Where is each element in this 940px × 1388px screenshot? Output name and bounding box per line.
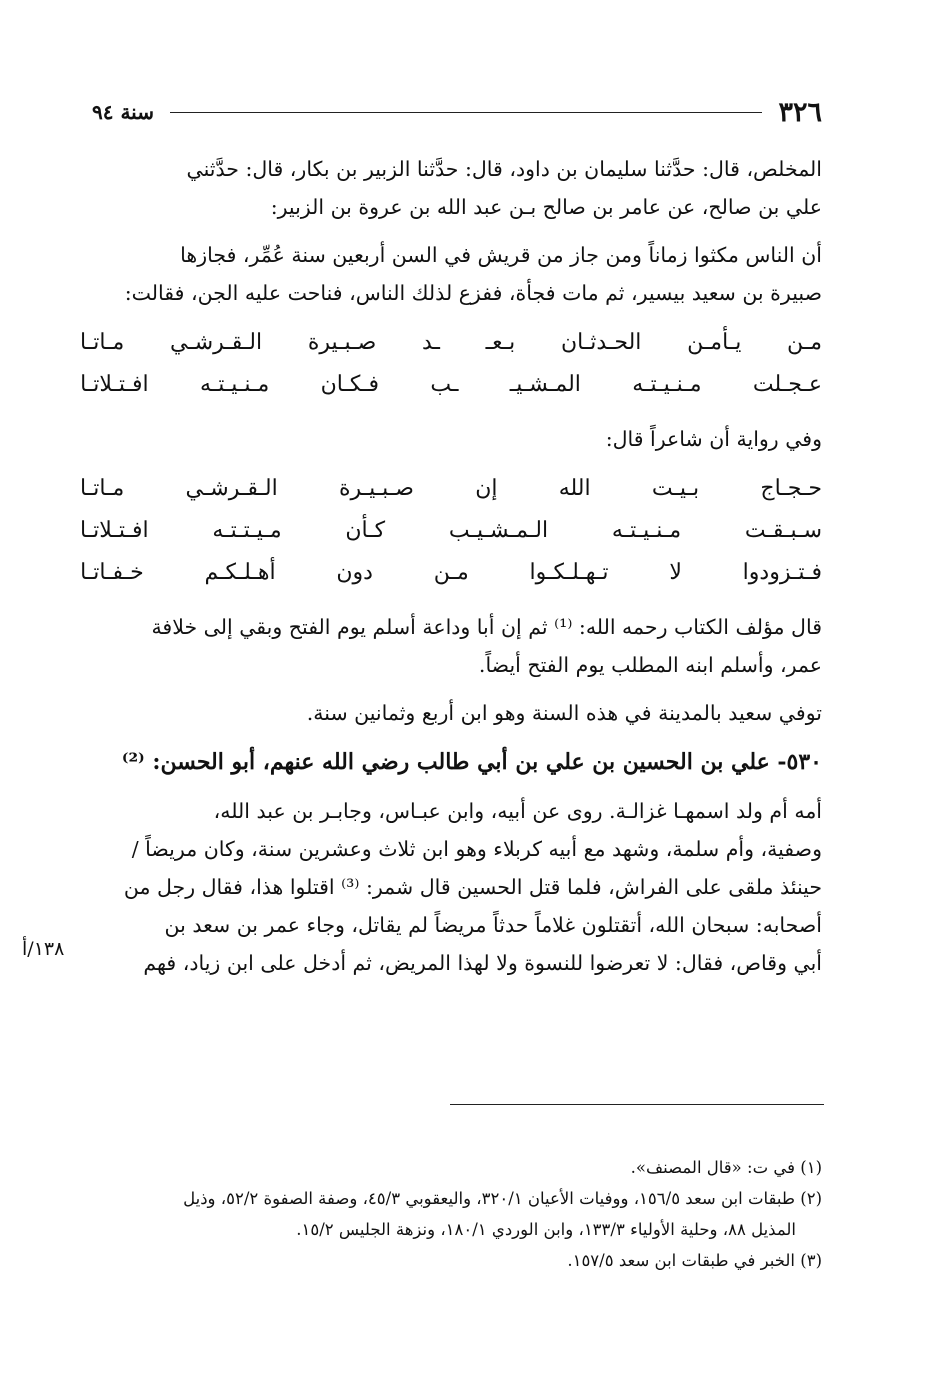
verse-word: مـاتـا (80, 330, 125, 355)
footnote-1: (١) في ت: «قال المصنف». (630, 1158, 822, 1177)
text-line: علي بن صالح، عن عامر بن صالح بـن عبد الله بن عروة بن الزبير: (270, 195, 822, 219)
poem-first (80, 322, 822, 406)
footnote-3: (٣) الخبر في طبقات ابن سعد ١٥٧/٥. (567, 1251, 822, 1270)
text-line: وصفية، وأم سلمة، وشهد مع أبيه كربلاء وهو ابن ثلاث وعشرين سنة، وكان مريضاً / (131, 837, 822, 861)
verse-word: فـكـان (320, 372, 380, 397)
verse-word: صـبـيرة (307, 330, 377, 355)
verse-word: لا (669, 560, 682, 585)
verse-word: بـيـت (651, 476, 700, 501)
text-line: وفي رواية أن شاعراً قال: (605, 427, 822, 451)
verse-word: أهـلـكـم (204, 560, 276, 585)
verse-word: ـد (422, 330, 440, 355)
verse-word: الحـدثـان (560, 330, 642, 355)
verse-word: الله (558, 476, 591, 501)
poem-second (80, 468, 822, 594)
text-line: أن الناس مكثوا زماناً ومن جاز من قريش في السن أربعين سنة عُمِّر، فجازها (180, 243, 822, 267)
verse-word: مـنـيـتـه (632, 372, 702, 397)
story-paragraph (80, 236, 822, 312)
text-line: صبيرة بن سعيد بيسير، ثم مات فجأة، ففزع لذلك الناس، فناحت عليه الجن، فقالت: (124, 281, 822, 305)
text-line: أمه أم ولد اسمهـا غزالـة. روى عن أبيه، وابن عبـاس، وجابـر بن عبد الله، (213, 799, 822, 823)
manuscript-folio-reference: ١٣٨/أ (22, 938, 65, 960)
entry-heading: ٥٣٠- علي بن الحسين بن علي بن أبي طالب رضي الله عنهم، أبو الحسن: ⁽²⁾ (121, 749, 822, 775)
isnad-paragraph (80, 150, 822, 226)
verse-word: الـقـرشـي (169, 330, 263, 355)
footnote-2-continuation: المذيل ٨٨، وحلية الأولياء ١٣٣/٣، وابن الوردي ١٨٠/١، ونزهة الجليس ١٥/٢. (296, 1220, 796, 1239)
entry-paragraph (80, 792, 822, 982)
text-line: حينئذ ملقى على الفراش، فلما قتل الحسين قال شمر: ⁽³⁾ اقتلوا هذا، فقال رجل من (123, 875, 822, 899)
author-note-paragraph (80, 608, 822, 684)
death-note-paragraph (80, 694, 822, 732)
verse-word: يـأمـن (687, 330, 742, 355)
verse-word: المـشـيـ (509, 372, 581, 397)
verse-word: افـتـلاتـا (80, 518, 149, 543)
verse-word: إن (475, 476, 498, 501)
page-header (92, 92, 822, 132)
verse-word: ـب (430, 372, 459, 397)
verse-word: عـجـلت (752, 372, 822, 397)
verse-word: افـتـلاتـا (80, 372, 149, 397)
header-rule (170, 112, 763, 113)
verse-word: مـن (433, 560, 469, 585)
verse-word: مـيـتـتـه (212, 518, 282, 543)
main-text (80, 150, 822, 992)
verse-word: حـجـاج (760, 476, 822, 501)
verse-line (80, 468, 822, 510)
verse-word: مـاتـا (80, 476, 125, 501)
page-number: ٣٢٦ (778, 96, 822, 128)
verse-word: مـنـيـتـه (611, 518, 682, 543)
verse-word: سـبـقـت (744, 518, 822, 543)
verse-word: كـأن (345, 518, 386, 543)
verse-word: تـهـلـكـوا (529, 560, 609, 585)
footnote-separator (450, 1104, 824, 1105)
verse-word: مـنـيـتـه (199, 372, 270, 397)
verse-word: صـبـيـرة (338, 476, 414, 501)
text-line: عمر، وأسلم ابنه المطلب يوم الفتح أيضاً. (478, 653, 822, 677)
verse-word: الـقـرشـي (185, 476, 278, 501)
verse-line (80, 364, 822, 406)
footnote-2: (٢) طبقات ابن سعد ١٥٦/٥، ووفيات الأعيان ٣٢٠/١، واليعقوبي ٤٥/٣، وصفة الصفوة ٥٢/٢، وذيل (183, 1189, 822, 1208)
verse-line (80, 322, 822, 364)
verse-word: مـن (787, 330, 822, 355)
text-line: توفي سعيد بالمدينة في هذه السنة وهو ابن أربع وثمانين سنة. (306, 701, 822, 725)
verse-line (80, 552, 822, 594)
riwaya-paragraph (80, 420, 822, 458)
verse-word: فـتـزودوا (742, 560, 822, 585)
text-line: قال مؤلف الكتاب رحمه الله: ⁽¹⁾ ثم إن أبا وداعة أسلم يوم الفتح وبقي إلى خلافة (151, 615, 822, 639)
verse-word: الـمـشـيـب (448, 518, 549, 543)
footnotes (80, 1152, 822, 1276)
verse-word: خـفـاتـا (80, 560, 144, 585)
verse-line (80, 510, 822, 552)
verse-word: دون (336, 560, 373, 585)
running-title: سنة ٩٤ (92, 100, 154, 124)
text-line: أبي وقاص، فقال: لا تعرضوا للنسوة ولا لهذا المريض، ثم أدخل على ابن زياد، فهم (143, 951, 822, 975)
text-line: أصحابه: سبحان الله، أتقتلون غلاماً حدثاً مريضاً لم يقاتل، وجاء عمر بن سعد بن (164, 913, 822, 937)
text-line: المخلص، قال: حدَّثنا سليمان بن داود، قال: حدَّثنا الزبير بن بكار، قال: حدَّثني (186, 157, 822, 181)
verse-word: بـعـ (485, 330, 516, 355)
